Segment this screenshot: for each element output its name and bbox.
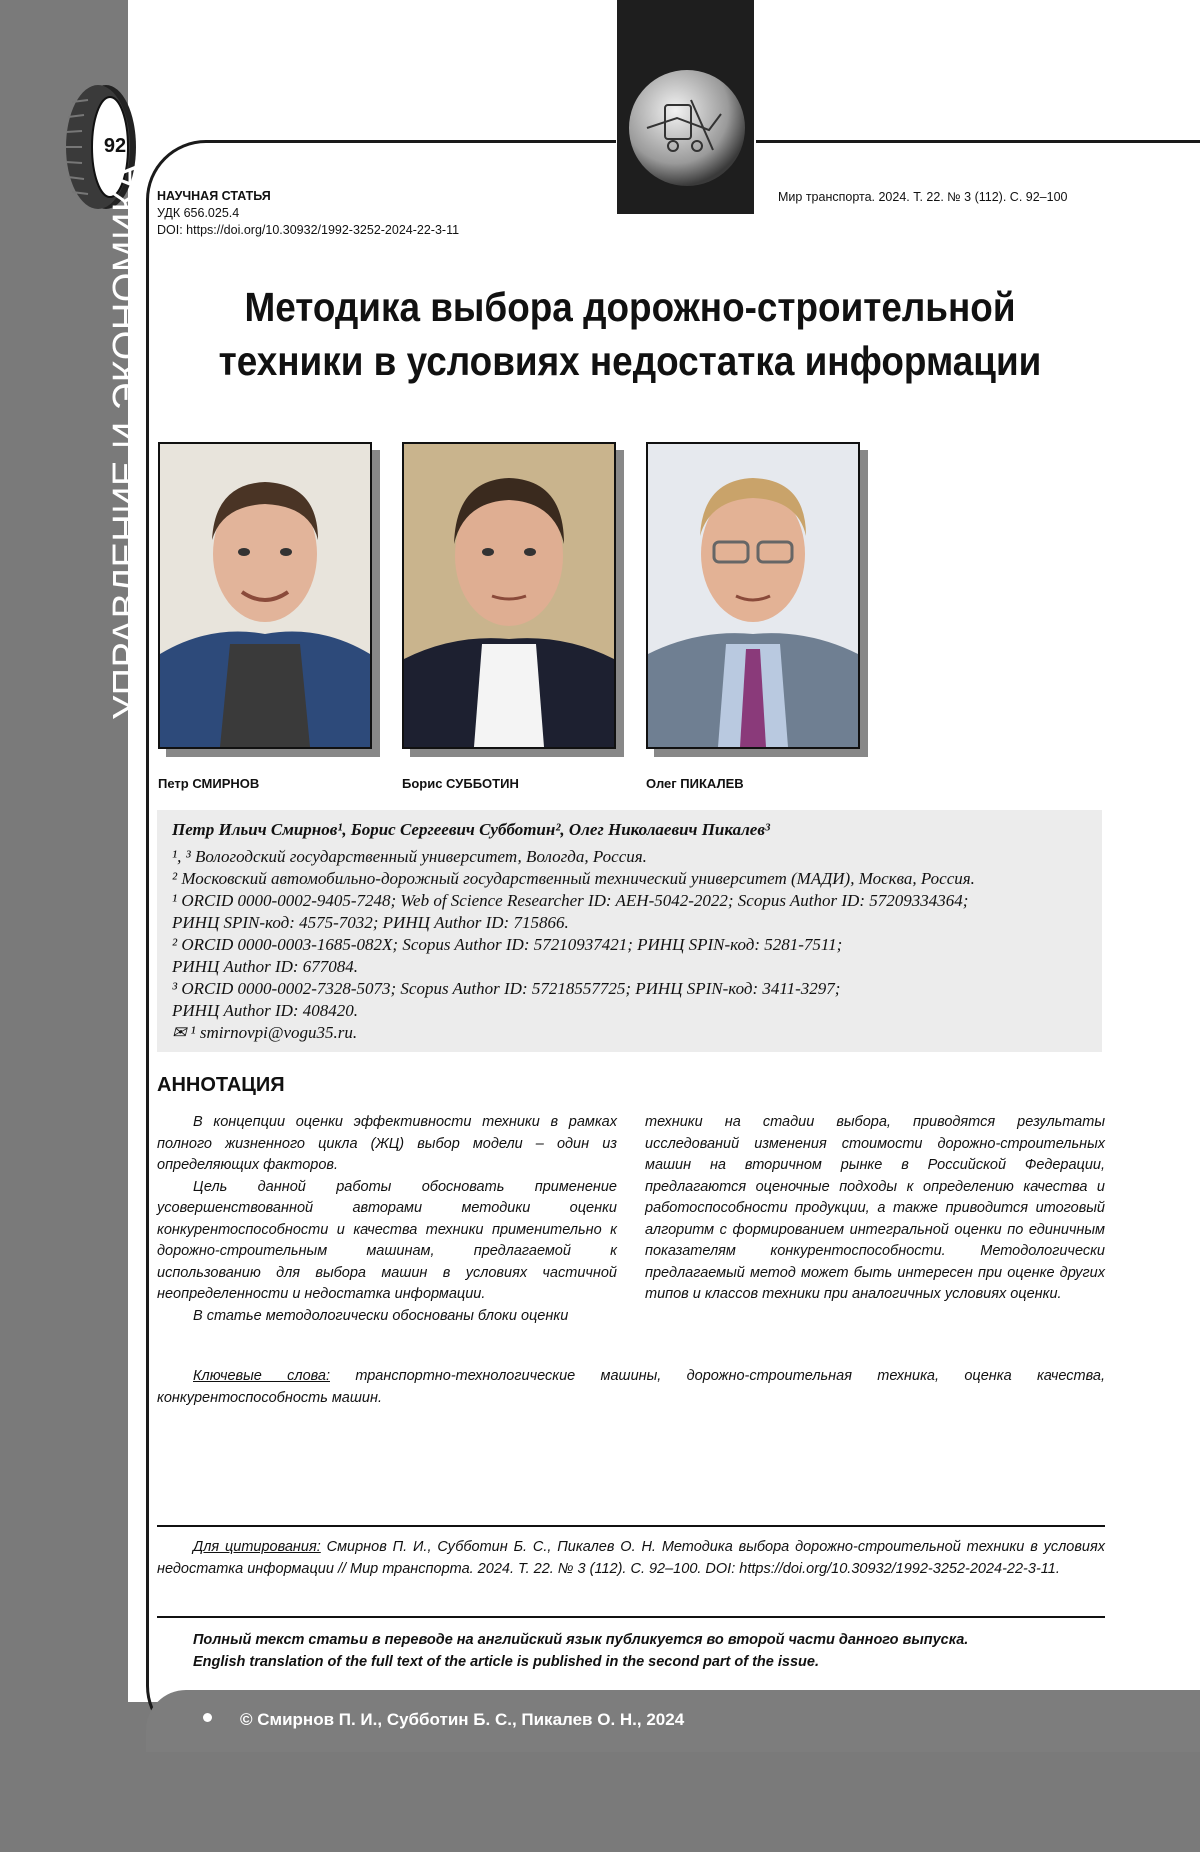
author-caption-2: Борис СУББОТИН xyxy=(402,776,519,791)
author-full-names: Петр Ильич Смирнов¹, Борис Сергеевич Субботин², Олег Николаевич Пикалев³ xyxy=(172,820,771,839)
abstract-paragraph: Цель данной работы обосновать применение усовершенствованной авторами методики оценки конкурентоспособности и качества техники применительно к дорожно-строительным машинам, предлагаемой к использованию для выбора машин в условиях частичной неопределенности и недостатка информации. xyxy=(157,1178,617,1302)
journal-logo xyxy=(617,0,754,214)
article-title xyxy=(198,280,1062,388)
title-line-2: техники в условиях недостатка информации xyxy=(218,338,1042,384)
divider xyxy=(157,1616,1105,1618)
author-photo-3 xyxy=(646,442,860,749)
author-caption-1: Петр СМИРНОВ xyxy=(158,776,260,791)
affiliation-box xyxy=(157,810,1102,1052)
email-link[interactable]: ✉ ¹ smirnovpi@vogu35.ru. xyxy=(172,1023,358,1042)
abstract-paragraph: техники на стадии выбора, приводятся результаты исследований изменения стоимости дорожно-строительных машин на вторичном рынке в Российской Федерации, предлагаются оценочные подходы к определению качества и работоспособности продукции, а также приводится итоговый алгоритм с формированием интегральной оценки по единичным показателям конкурентоспособности. Методологически предлагаемый метод может быть интересен при оценке других типов и классов техники при аналогичных условиях оценки. xyxy=(645,1114,1105,1302)
section-title: УПРАВЛЕНИЕ И ЭКОНОМИКА xyxy=(106,163,148,720)
affiliation-line: ² ORCID 0000-0003-1685-082X; Scopus Author ID: 57210937421; РИНЦ SPIN-код: 5281-7511; xyxy=(172,935,843,954)
abstract-heading: АННОТАЦИЯ xyxy=(157,1074,285,1096)
affiliation-line: ² Московский автомобильно-дорожный государственный технический университет (МАДИ), Москва, Россия. xyxy=(172,869,975,888)
citation-text: Смирнов П. И., Субботин Б. С., Пикалев О. Н. Методика выбора дорожно-строительной техники в условиях недостатка информации // Мир транспорта. 2024. Т. 22. № 3 (112). С. 92–100. DOI: https://doi.org/10.30932/1992-3252-2024-22-3-11. xyxy=(157,1539,1105,1577)
copyright: © Смирнов П. И., Субботин Б. С., Пикалев О. Н., 2024 xyxy=(240,1710,685,1729)
affiliation-line: РИНЦ SPIN-код: 4575-7032; РИНЦ Author ID: 715866. xyxy=(172,913,569,932)
affiliation-line: РИНЦ Author ID: 677084. xyxy=(172,957,359,976)
affiliation-line: ¹, ³ Вологодский государственный университет, Вологда, Россия. xyxy=(172,847,647,866)
translation-note-ru: Полный текст статьи в переводе на английский язык публикуется во второй части данного выпуска. xyxy=(193,1632,969,1648)
title-line-1: Методика выбора дорожно-строительной xyxy=(244,284,1016,330)
translation-note-en: English translation of the full text of the article is published in the second part of the issue. xyxy=(193,1653,819,1670)
citation xyxy=(157,1537,1105,1580)
journal-reference: Мир транспорта. 2024. Т. 22. № 3 (112). С. 92–100 xyxy=(778,190,1068,204)
keywords-label: Ключевые слова: xyxy=(193,1368,330,1384)
author-photo-1 xyxy=(158,442,372,749)
abstract-column-right xyxy=(645,1112,1105,1306)
abstract-column-left xyxy=(157,1112,617,1327)
abstract-paragraph: В концепции оценки эффективности техники в рамках полного жизненного цикла (ЖЦ) выбор модели – один из определяющих факторов. xyxy=(157,1114,617,1173)
author-photo-2 xyxy=(402,442,616,749)
keywords-text: транспортно-технологические машины, дорожно-строительная техника, оценка качества, конкурентоспособность машин. xyxy=(157,1368,1105,1406)
affiliation-line: РИНЦ Author ID: 408420. xyxy=(172,1001,359,1020)
page-number: 92 xyxy=(103,135,127,157)
keywords xyxy=(157,1366,1105,1409)
affiliation-line: ³ ORCID 0000-0002-7328-5073; Scopus Author ID: 57218557725; РИНЦ SPIN-код: 3411-3297; xyxy=(172,979,841,998)
translation-note xyxy=(193,1630,1103,1673)
article-type: НАУЧНАЯ СТАТЬЯ xyxy=(157,189,271,203)
citation-label: Для цитирования: xyxy=(193,1539,321,1555)
author-caption-3: Олег ПИКАЛЕВ xyxy=(646,776,744,791)
affiliation-line: ¹ ORCID 0000-0002-9405-7248; Web of Science Researcher ID: AEH-5042-2022; Scopus Author ID: 57209334364; xyxy=(172,891,969,910)
abstract-paragraph: В статье методологически обоснованы блоки оценки xyxy=(193,1307,569,1324)
article-header xyxy=(157,188,459,239)
globe-icon xyxy=(617,0,754,214)
divider xyxy=(157,1525,1105,1527)
footer-dot xyxy=(203,1713,212,1722)
udc-code: УДК 656.025.4 xyxy=(157,206,240,220)
doi-link[interactable]: DOI: https://doi.org/10.30932/1992-3252-2024-22-3-11 xyxy=(157,223,460,237)
